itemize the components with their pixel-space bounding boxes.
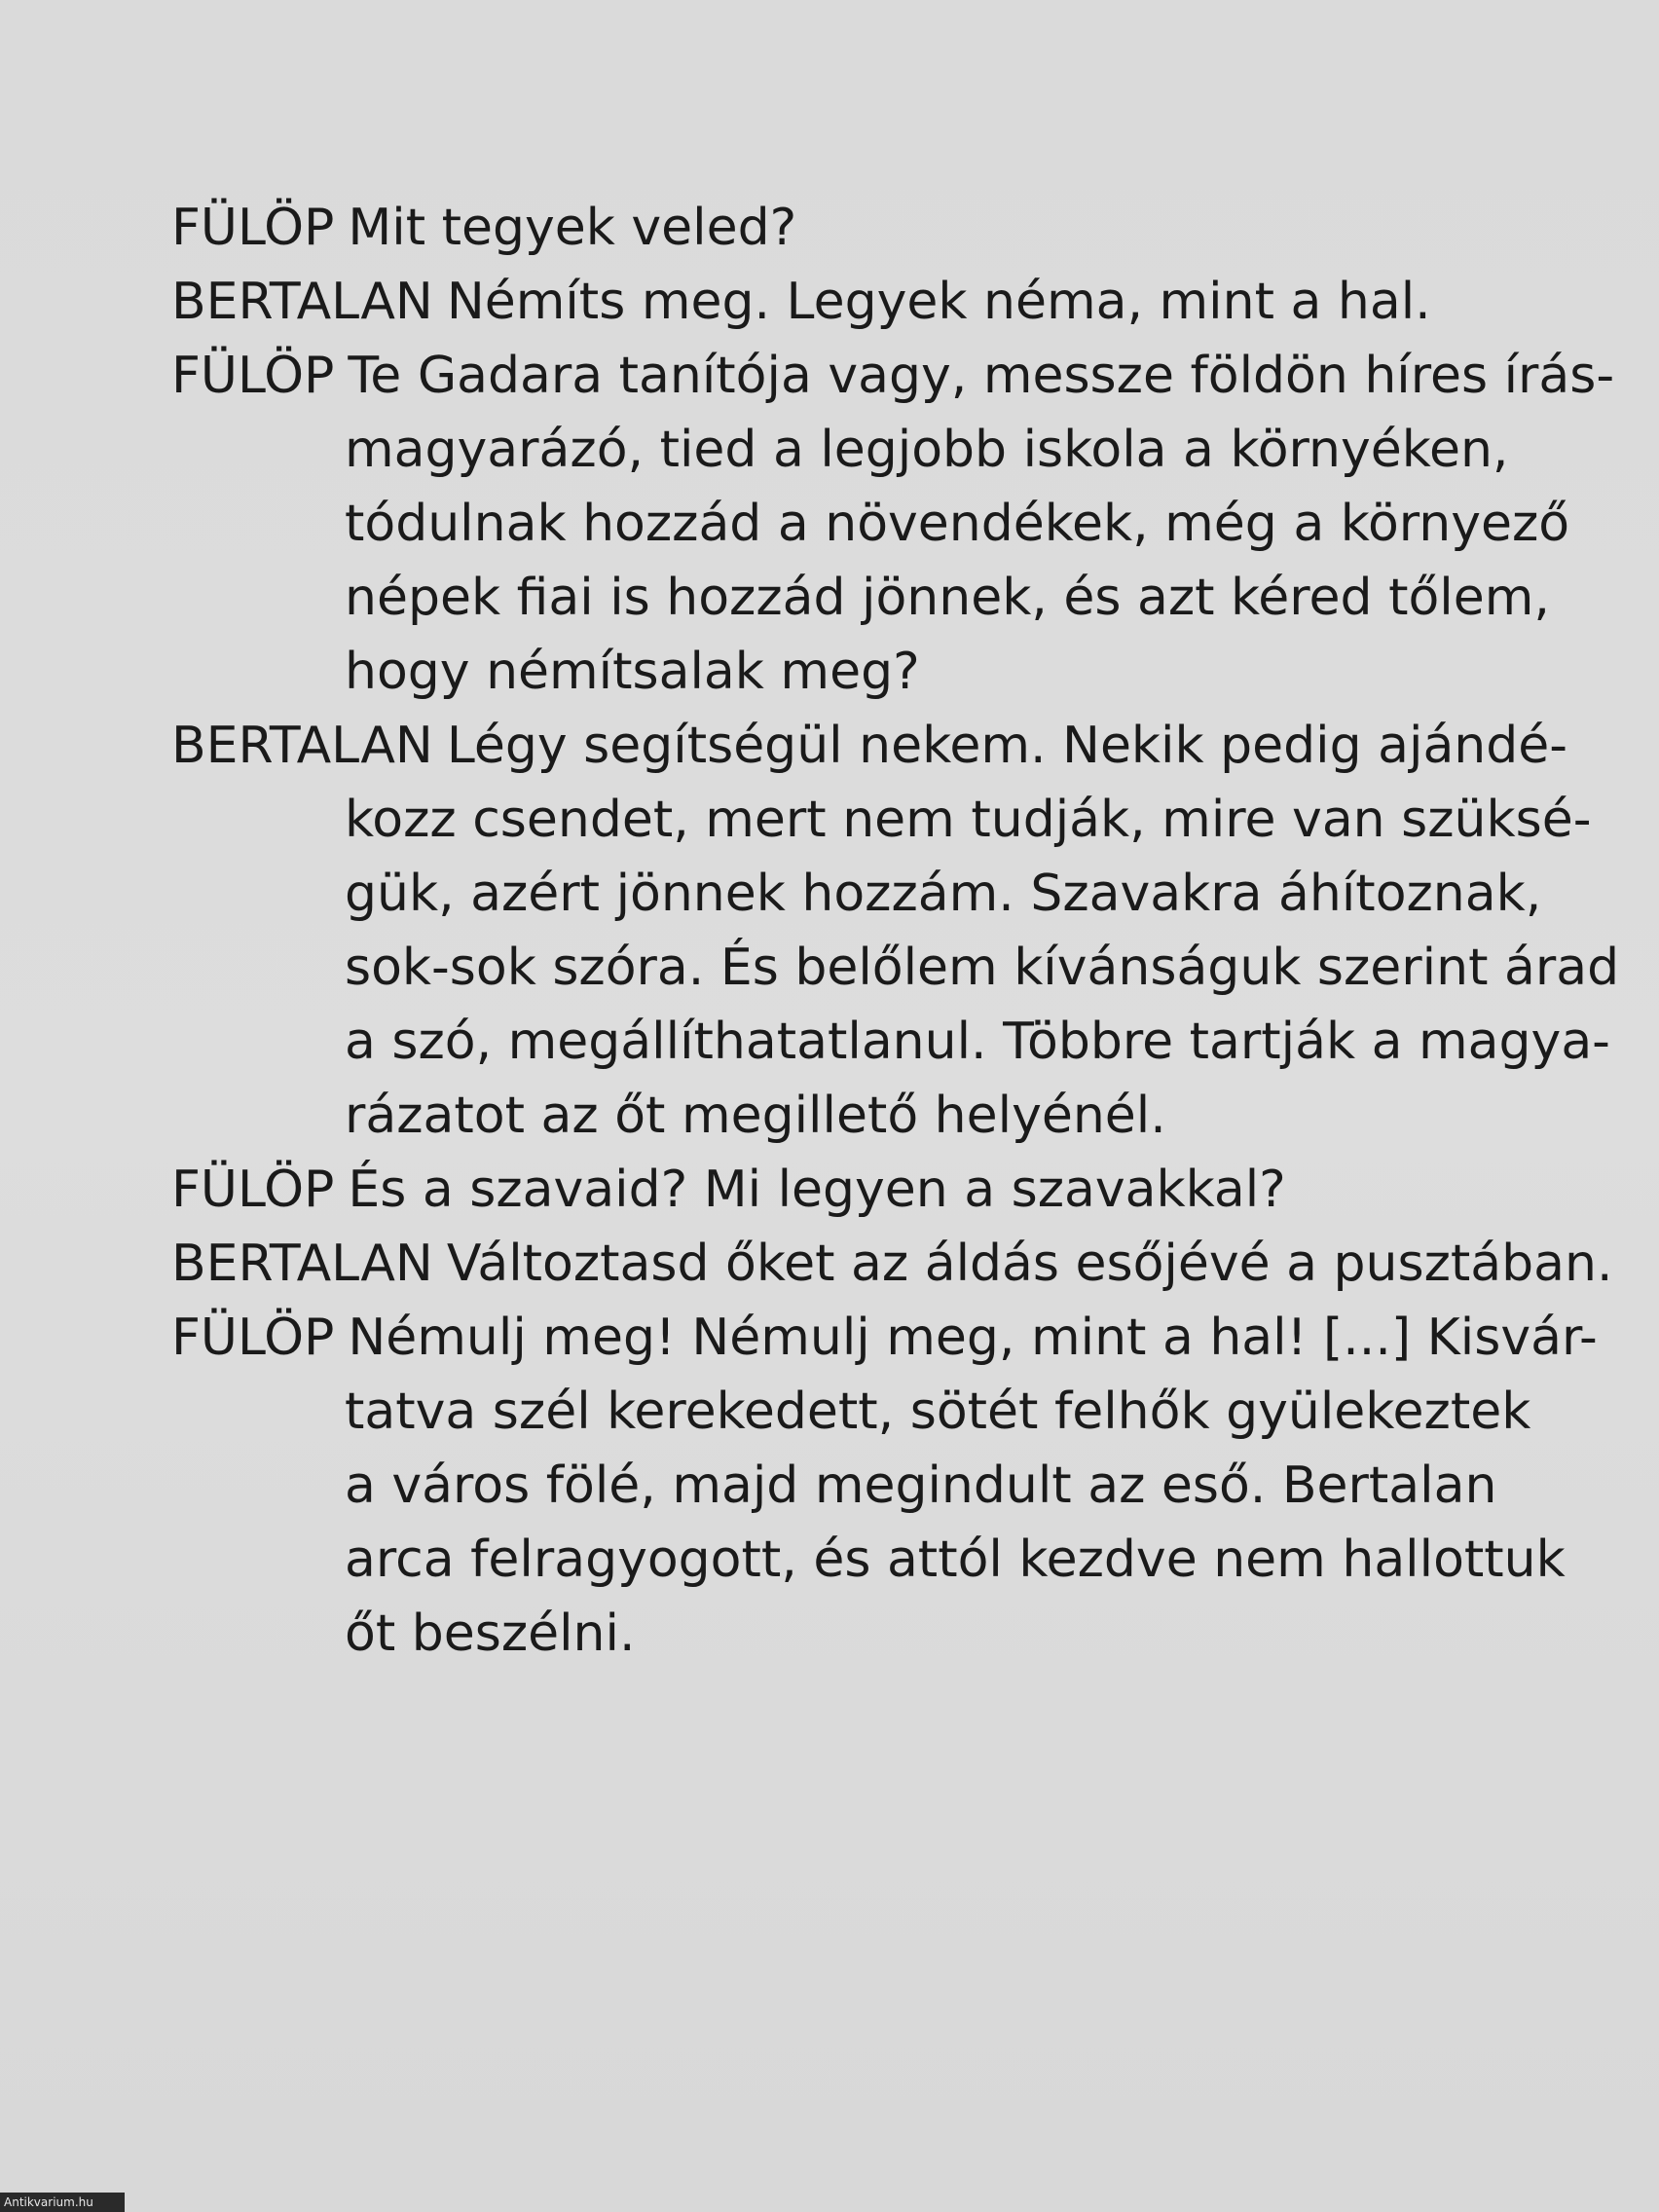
dialogue-entry <box>171 339 1615 709</box>
dialogue-entry <box>171 191 1612 265</box>
watermark: Antikvarium.hu <box>0 2193 125 2212</box>
continuation-line: őt beszélni. <box>345 1604 636 1663</box>
dialogue-entry <box>171 1301 1612 1671</box>
speaker-name: BERTALAN <box>171 1235 433 1293</box>
speech-text: Mit tegyek veled? <box>348 199 797 257</box>
speaker-name: BERTALAN <box>171 717 433 775</box>
dialogue-line <box>171 191 1612 265</box>
continuation-line: a szó, megállíthatatlanul. Többre tartják a magya- <box>345 1013 1610 1071</box>
continuation-line: a város fölé, majd megindult az eső. Bertalan <box>345 1456 1497 1515</box>
dialogue-entry <box>171 1153 1612 1227</box>
speech-text: Változtasd őket az áldás esőjévé a pusztában. <box>446 1235 1613 1293</box>
speech-text: Te Gadara tanítója vagy, messze földön híres írás- <box>348 347 1615 405</box>
continuation-line: kozz csendet, mert nem tudják, mire van szüksé- <box>345 791 1592 849</box>
speaker-name: FÜLÖP <box>171 1161 335 1219</box>
continuation-line: rázatot az őt megillető helyénél. <box>345 1087 1166 1145</box>
dialogue-line <box>171 1301 1612 1375</box>
speaker-name: FÜLÖP <box>171 199 335 257</box>
speaker-name: BERTALAN <box>171 273 433 331</box>
continuation-line: sok-sok szóra. És belőlem kívánságuk szerint árad <box>345 939 1620 997</box>
continuation-line: tatva szél kerekedett, sötét felhők gyülekeztek <box>345 1382 1531 1441</box>
continuation-line: népek fiai is hozzád jönnek, és azt kéred tőlem, <box>345 569 1550 627</box>
continuation-line: tódulnak hozzád a növendékek, még a környező <box>345 495 1570 553</box>
dialogue-line <box>171 1153 1612 1227</box>
speaker-name: FÜLÖP <box>171 1309 335 1367</box>
speaker-name: FÜLÖP <box>171 347 335 405</box>
dialogue-line <box>171 265 1612 339</box>
dialogue-entry <box>171 265 1612 339</box>
speech-text: És a szavaid? Mi legyen a szavakkal? <box>348 1161 1286 1219</box>
dialogue-line <box>171 339 1615 413</box>
speech-text: Légy segítségül nekem. Nekik pedig ajándé- <box>446 717 1568 775</box>
dialogue-entry <box>171 709 1620 1153</box>
continuation-line: hogy némítsalak meg? <box>345 643 920 701</box>
speech-text: Némíts meg. Legyek néma, mint a hal. <box>446 273 1431 331</box>
dialogue-entry <box>171 1227 1612 1301</box>
continuation-line: magyarázó, tied a legjobb iskola a környéken, <box>345 421 1509 479</box>
dialogue-line <box>171 1227 1612 1301</box>
continuation-line: gük, azért jönnek hozzám. Szavakra áhítoznak, <box>345 865 1542 923</box>
dialogue-text <box>171 191 1620 1671</box>
continuation-line: arca felragyogott, és attól kezdve nem hallottuk <box>345 1530 1566 1589</box>
dialogue-line <box>171 709 1612 783</box>
speech-text: Némulj meg! Némulj meg, mint a hal! [...] Kisvár- <box>348 1309 1598 1367</box>
